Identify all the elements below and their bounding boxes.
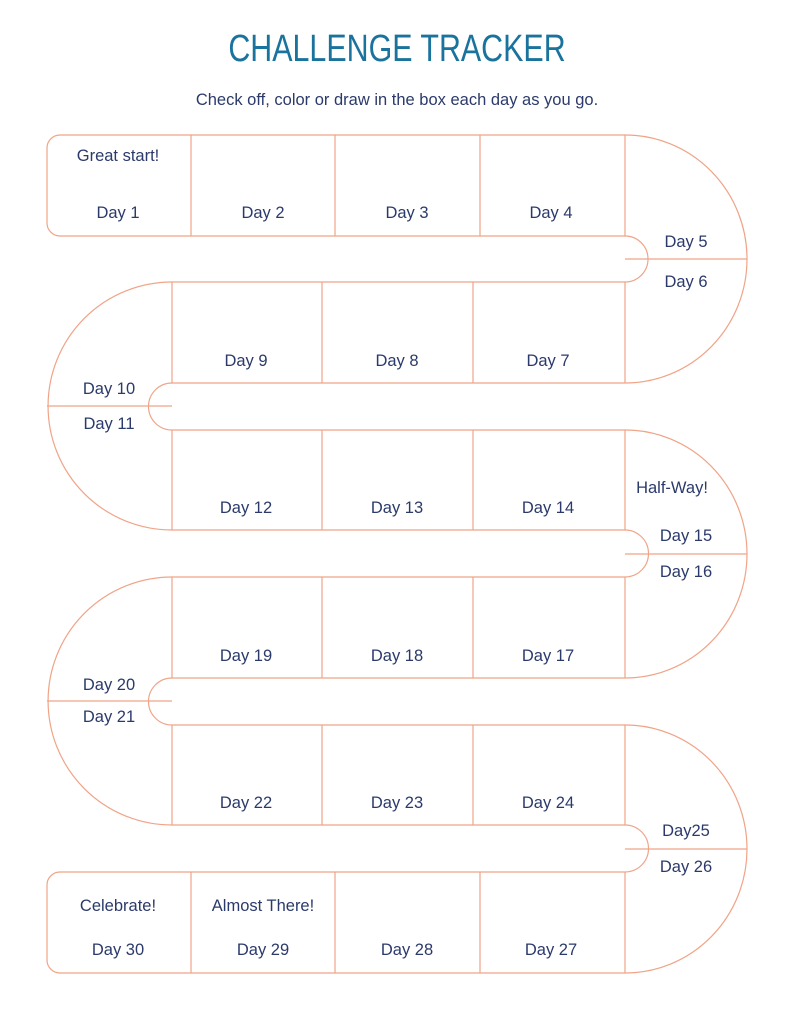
day-3-label: Day 3 [385,204,429,222]
day-4-label: Day 4 [529,204,573,222]
note-half-way: Half-Way! [636,479,708,497]
day-5-label: Day 5 [664,233,708,251]
page-subtitle: Check off, color or draw in the box each day as you go. [195,91,599,109]
note-great-start: Great start! [76,147,160,165]
day-27-label: Day 27 [524,941,578,959]
day-8-label: Day 8 [375,352,419,370]
day-16-label: Day 16 [659,563,713,581]
day-28-label: Day 28 [380,941,434,959]
day-13-label: Day 13 [370,499,424,517]
day-17-label: Day 17 [521,647,575,665]
day-26-label: Day 26 [659,858,713,876]
day-22-label: Day 22 [219,794,273,812]
day-25-label: Day25 [662,822,710,840]
day-10-label: Day 10 [82,380,136,398]
day-7-label: Day 7 [526,352,570,370]
day-30-label: Day 30 [91,941,145,959]
day-29-label: Day 29 [236,941,290,959]
note-celebrate: Celebrate! [79,897,157,915]
day-9-label: Day 9 [224,352,268,370]
day-15-label: Day 15 [659,527,713,545]
day-6-label: Day 6 [664,273,708,291]
note-almost-there: Almost There! [211,897,315,915]
day-23-label: Day 23 [370,794,424,812]
day-18-label: Day 18 [370,647,424,665]
day-2-label: Day 2 [241,204,285,222]
day-14-label: Day 14 [521,499,575,517]
day-19-label: Day 19 [219,647,273,665]
day-21-label: Day 21 [82,708,136,726]
day-11-label: Day 11 [83,415,135,433]
day-24-label: Day 24 [521,794,575,812]
day-1-label: Day 1 [96,204,140,222]
day-20-label: Day 20 [82,676,136,694]
day-12-label: Day 12 [219,499,273,517]
page-title: CHALLENGE TRACKER [228,28,566,70]
